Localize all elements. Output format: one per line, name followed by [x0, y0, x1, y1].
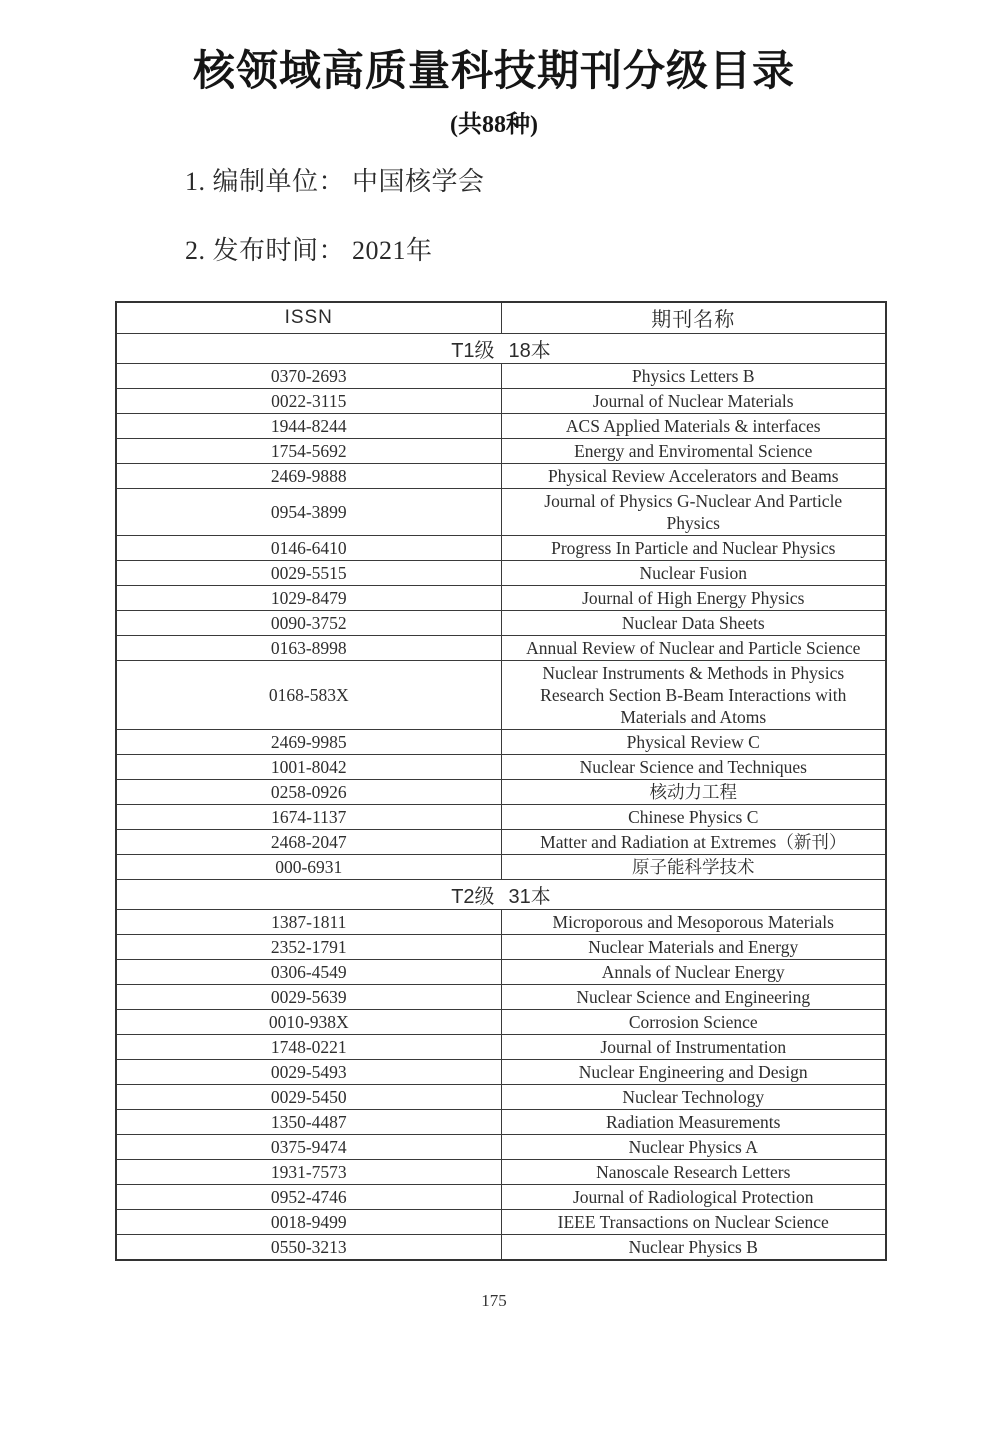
- issn-cell: 0022-3115: [116, 388, 501, 413]
- journal-row: [116, 560, 886, 585]
- journal-name-cell: Journal of High Energy Physics: [501, 585, 886, 610]
- issn-cell: 1754-5692: [116, 438, 501, 463]
- journal-name-cell: Nuclear Technology: [501, 1084, 886, 1109]
- issn-cell: 2468-2047: [116, 829, 501, 854]
- journal-table: [115, 301, 887, 1261]
- issn-cell: 0550-3213: [116, 1234, 501, 1260]
- journal-row: [116, 438, 886, 463]
- journal-row: [116, 1034, 886, 1059]
- journal-name-cell: Corrosion Science: [501, 1009, 886, 1034]
- journal-name-cell: Physical Review C: [501, 729, 886, 754]
- journal-row: [116, 909, 886, 934]
- issn-cell: 0163-8998: [116, 635, 501, 660]
- page-number: 175: [481, 1290, 507, 1310]
- journal-row: [116, 413, 886, 438]
- journal-row: [116, 660, 886, 729]
- journal-table-body: [116, 333, 886, 1260]
- journal-name-column-header: 期刊名称: [501, 302, 886, 333]
- issn-cell: 0168-583X: [116, 660, 501, 729]
- journal-row: [116, 754, 886, 779]
- journal-name-cell: Journal of Nuclear Materials: [501, 388, 886, 413]
- journal-row: [116, 1009, 886, 1034]
- issn-cell: 1350-4487: [116, 1109, 501, 1134]
- issn-cell: 2352-1791: [116, 934, 501, 959]
- journal-row: [116, 610, 886, 635]
- journal-name-cell: Energy and Enviromental Science: [501, 438, 886, 463]
- journal-row: [116, 488, 886, 535]
- journal-name-cell: Physical Review Accelerators and Beams: [501, 463, 886, 488]
- issn-cell: 2469-9888: [116, 463, 501, 488]
- journal-name-cell: ACS Applied Materials & interfaces: [501, 413, 886, 438]
- journal-row: [116, 1209, 886, 1234]
- journal-name-cell: Nuclear Science and Techniques: [501, 754, 886, 779]
- journal-row: [116, 779, 886, 804]
- issn-cell: 1387-1811: [116, 909, 501, 934]
- journal-name-cell: 核动力工程: [501, 779, 886, 804]
- journal-name-cell: 原子能科学技术: [501, 854, 886, 879]
- journal-name-cell: Nuclear Fusion: [501, 560, 886, 585]
- issn-cell: 1001-8042: [116, 754, 501, 779]
- journal-row: [116, 1234, 886, 1260]
- issn-cell: 2469-9985: [116, 729, 501, 754]
- journal-row: [116, 1134, 886, 1159]
- journal-row: [116, 804, 886, 829]
- journal-row: [116, 585, 886, 610]
- issn-cell: 1748-0221: [116, 1034, 501, 1059]
- section-header-cell: [116, 333, 886, 363]
- journal-row: [116, 1059, 886, 1084]
- journal-row: [116, 1159, 886, 1184]
- journal-row: [116, 463, 886, 488]
- journal-name-cell: Nuclear Instruments & Methods in Physics Research Section B-Beam Interactions with Materials and Atoms: [501, 660, 886, 729]
- section-row: [116, 879, 886, 909]
- journal-name-cell: Matter and Radiation at Extremes（新刊）: [501, 829, 886, 854]
- issn-cell: 000-6931: [116, 854, 501, 879]
- journal-name-cell: Physics Letters B: [501, 363, 886, 388]
- journal-row: [116, 829, 886, 854]
- journal-row: [116, 1184, 886, 1209]
- issn-column-header: ISSN: [116, 302, 501, 333]
- section-header-cell: [116, 879, 886, 909]
- journal-name-cell: Journal of Physics G-Nuclear And Particle Physics: [501, 488, 886, 535]
- journal-row: [116, 934, 886, 959]
- issn-cell: 1029-8479: [116, 585, 501, 610]
- issn-cell: 0018-9499: [116, 1209, 501, 1234]
- issn-cell: 0258-0926: [116, 779, 501, 804]
- journal-row: [116, 854, 886, 879]
- issn-cell: 0306-4549: [116, 959, 501, 984]
- journal-row: [116, 984, 886, 1009]
- journal-name-cell: Nanoscale Research Letters: [501, 1159, 886, 1184]
- journal-name-cell: Annals of Nuclear Energy: [501, 959, 886, 984]
- issn-cell: 1931-7573: [116, 1159, 501, 1184]
- section-tier-label: T2级: [451, 885, 495, 908]
- journal-name-cell: Microporous and Mesoporous Materials: [501, 909, 886, 934]
- issn-cell: 0029-5639: [116, 984, 501, 1009]
- journal-row: [116, 388, 886, 413]
- journal-row: [116, 535, 886, 560]
- issn-cell: 0146-6410: [116, 535, 501, 560]
- journal-name-cell: Radiation Measurements: [501, 1109, 886, 1134]
- issn-cell: 0952-4746: [116, 1184, 501, 1209]
- issn-cell: 1674-1137: [116, 804, 501, 829]
- journal-name-cell: Nuclear Engineering and Design: [501, 1059, 886, 1084]
- journal-name-cell: Journal of Radiological Protection: [501, 1184, 886, 1209]
- journal-row: [116, 729, 886, 754]
- journal-name-cell: Progress In Particle and Nuclear Physics: [501, 535, 886, 560]
- section-row: [116, 333, 886, 363]
- issn-cell: 0090-3752: [116, 610, 501, 635]
- header-row: [116, 302, 886, 333]
- intro-item-release-date: 2. 发布时间： 2021年: [185, 236, 433, 265]
- section-tier-label: T1级: [451, 339, 495, 362]
- journal-name-cell: Nuclear Materials and Energy: [501, 934, 886, 959]
- journal-name-cell: Annual Review of Nuclear and Particle Science: [501, 635, 886, 660]
- journal-name-cell: Chinese Physics C: [501, 804, 886, 829]
- issn-cell: 0029-5493: [116, 1059, 501, 1084]
- intro-item-compiler: 1. 编制单位： 中国核学会: [185, 167, 485, 196]
- section-count-label: 31本: [508, 885, 551, 908]
- page-title: 核领域高质量科技期刊分级目录: [192, 49, 795, 95]
- page-subtitle: (共88种): [450, 112, 538, 138]
- journal-name-cell: Nuclear Data Sheets: [501, 610, 886, 635]
- journal-name-cell: Nuclear Physics A: [501, 1134, 886, 1159]
- journal-row: [116, 363, 886, 388]
- journal-row: [116, 959, 886, 984]
- intro-list: [185, 161, 988, 267]
- issn-cell: 0010-938X: [116, 1009, 501, 1034]
- issn-cell: 0029-5450: [116, 1084, 501, 1109]
- issn-cell: 0954-3899: [116, 488, 501, 535]
- section-count-label: 18本: [508, 339, 551, 362]
- journal-row: [116, 635, 886, 660]
- journal-name-cell: Nuclear Physics B: [501, 1234, 886, 1260]
- issn-cell: 1944-8244: [116, 413, 501, 438]
- issn-cell: 0370-2693: [116, 363, 501, 388]
- issn-cell: 0375-9474: [116, 1134, 501, 1159]
- journal-row: [116, 1109, 886, 1134]
- issn-cell: 0029-5515: [116, 560, 501, 585]
- journal-row: [116, 1084, 886, 1109]
- journal-name-cell: Journal of Instrumentation: [501, 1034, 886, 1059]
- journal-name-cell: Nuclear Science and Engineering: [501, 984, 886, 1009]
- journal-table-header: [116, 302, 886, 333]
- journal-name-cell: IEEE Transactions on Nuclear Science: [501, 1209, 886, 1234]
